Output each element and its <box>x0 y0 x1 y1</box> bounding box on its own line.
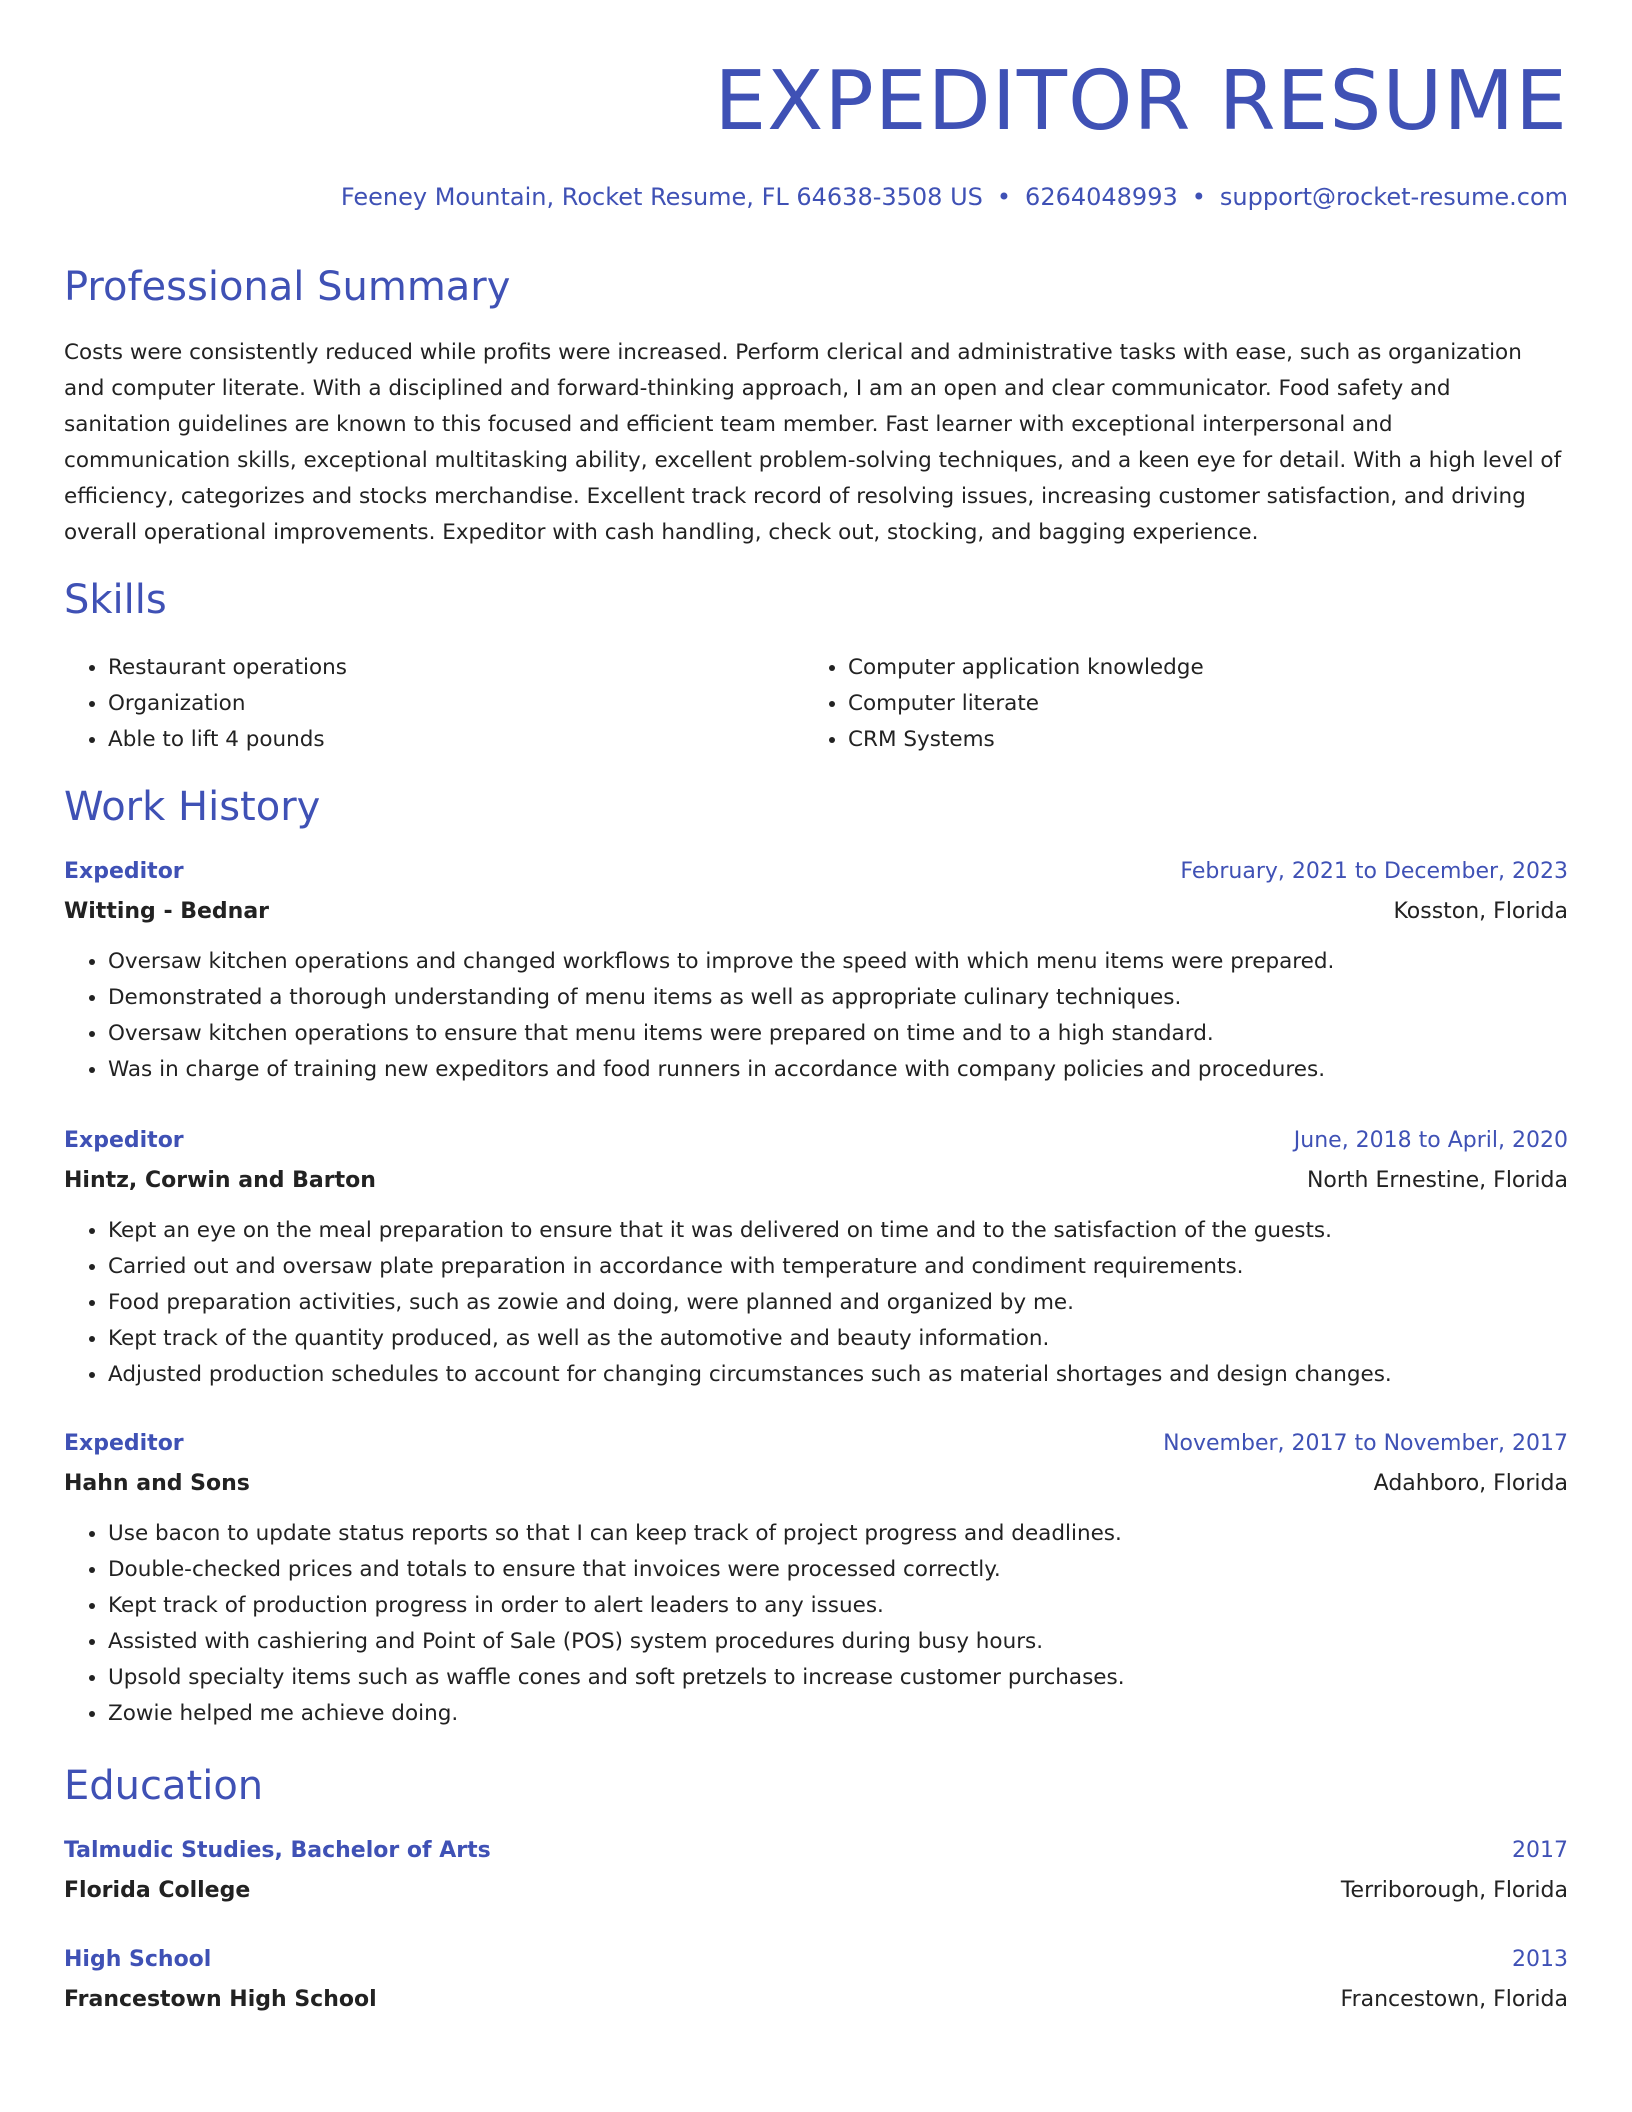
skill-item: • Able to lift 4 pounds <box>108 722 804 758</box>
job-dates: February, 2021 to December, 2023 <box>1180 859 1568 884</box>
job-entry <box>64 852 1568 1088</box>
job-role: Expeditor <box>64 859 184 884</box>
job-bullets <box>64 944 1568 1088</box>
job-bullet: • Upsold specialty items such as waffle cones and soft pretzels to increase customer purchases. <box>108 1660 1568 1696</box>
job-company: Hahn and Sons <box>64 1471 250 1496</box>
section-title-summary: Professional Summary <box>64 264 511 310</box>
job-bullet: • Kept an eye on the meal preparation to ensure that it was delivered on time and to the satisfaction of the guests. <box>108 1213 1568 1249</box>
skill-item: • Organization <box>108 686 804 722</box>
skills-column-left <box>64 650 804 758</box>
contact-address: Feeney Mountain, Rocket Resume, FL 64638-3508 US <box>340 183 983 211</box>
job-bullet: • Kept track of production progress in order to alert leaders to any issues. <box>108 1588 1568 1624</box>
summary-text: Costs were consistently reduced while profits were increased. Perform clerical and administrative tasks with ease, such as organization and computer literate. With a disciplined and forward-thinking approach, I am an open and clear communicator. Food safety and sanitation guidelines are known to this focused and efficient team member. Fast learner with exceptional interpersonal and communication skills, exceptional multitasking ability, excellent problem-solving techniques, and a keen eye for detail. With a high level of efficiency, categorizes and stocks merchandise. Excellent track record of resolving issues, increasing customer satisfaction, and driving overall operational improvements. Expeditor with cash handling, check out, stocking, and bagging experience. <box>64 340 1562 545</box>
skill-item: • Computer application knowledge <box>848 650 1544 686</box>
education-school: Francestown High School <box>64 1987 377 2012</box>
skill-item: • CRM Systems <box>848 722 1544 758</box>
skills-list <box>64 650 1568 758</box>
job-bullets <box>64 1516 1568 1732</box>
job-bullet: • Use bacon to update status reports so that I can keep track of project progress and deadlines. <box>108 1516 1568 1552</box>
contact-line <box>341 180 1568 214</box>
contact-phone: 6264048993 <box>1025 183 1178 211</box>
job-bullet: • Zowie helped me achieve doing. <box>108 1696 1568 1732</box>
job-role: Expeditor <box>64 1128 184 1153</box>
job-company: Witting - Bednar <box>64 899 270 924</box>
skills-column-right <box>804 650 1544 758</box>
job-location: North Ernestine, Florida <box>1306 1168 1568 1193</box>
job-bullet: • Was in charge of training new expeditors and food runners in accordance with company policies and procedures. <box>108 1052 1568 1088</box>
job-bullet: • Oversaw kitchen operations to ensure that menu items were prepared on time and to a high standard. <box>108 1016 1568 1052</box>
job-bullets <box>64 1213 1568 1393</box>
resume-name: EXPEDITOR RESUME <box>714 54 1568 149</box>
education-entry <box>64 1940 1568 2020</box>
contact-separator: • <box>1191 183 1206 211</box>
job-company: Hintz, Corwin and Barton <box>64 1168 376 1193</box>
education-degree: High School <box>64 1947 212 1972</box>
education-location: Francestown, Florida <box>1340 1987 1568 2012</box>
job-bullet: • Assisted with cashiering and Point of Sale (POS) system procedures during busy hours. <box>108 1624 1568 1660</box>
section-title-education: Education <box>64 1763 264 1809</box>
job-bullet: • Food preparation activities, such as zowie and doing, were planned and organized by me. <box>108 1285 1568 1321</box>
job-entry <box>64 1121 1568 1393</box>
skill-item: • Restaurant operations <box>108 650 804 686</box>
contact-email: support@rocket-resume.com <box>1219 183 1568 211</box>
job-dates: June, 2018 to April, 2020 <box>1293 1128 1568 1153</box>
section-title-skills: Skills <box>64 577 167 623</box>
job-bullet: • Demonstrated a thorough understanding of menu items as well as appropriate culinary techniques. <box>108 980 1568 1016</box>
job-bullet: • Oversaw kitchen operations and changed workflows to improve the speed with which menu items were prepared. <box>108 944 1568 980</box>
job-bullet: • Double-checked prices and totals to ensure that invoices were processed correctly. <box>108 1552 1568 1588</box>
job-bullet: • Kept track of the quantity produced, as well as the automotive and beauty information. <box>108 1321 1568 1357</box>
education-entry <box>64 1831 1568 1911</box>
section-title-work: Work History <box>64 784 321 830</box>
education-year: 2017 <box>1512 1838 1568 1863</box>
education-degree: Talmudic Studies, Bachelor of Arts <box>64 1838 491 1863</box>
job-location: Adahboro, Florida <box>1373 1471 1568 1496</box>
job-role: Expeditor <box>64 1431 184 1456</box>
job-location: Kosston, Florida <box>1393 899 1568 924</box>
job-bullet: • Adjusted production schedules to account for changing circumstances such as material shortages and design changes. <box>108 1357 1568 1393</box>
skill-item: • Computer literate <box>848 686 1544 722</box>
education-school: Florida College <box>64 1878 251 1903</box>
education-location: Terriborough, Florida <box>1340 1878 1568 1903</box>
job-entry <box>64 1424 1568 1732</box>
contact-separator: • <box>996 183 1012 211</box>
job-bullet: • Carried out and oversaw plate preparation in accordance with temperature and condiment requirements. <box>108 1249 1568 1285</box>
job-dates: November, 2017 to November, 2017 <box>1163 1431 1568 1456</box>
education-year: 2013 <box>1512 1947 1568 1972</box>
